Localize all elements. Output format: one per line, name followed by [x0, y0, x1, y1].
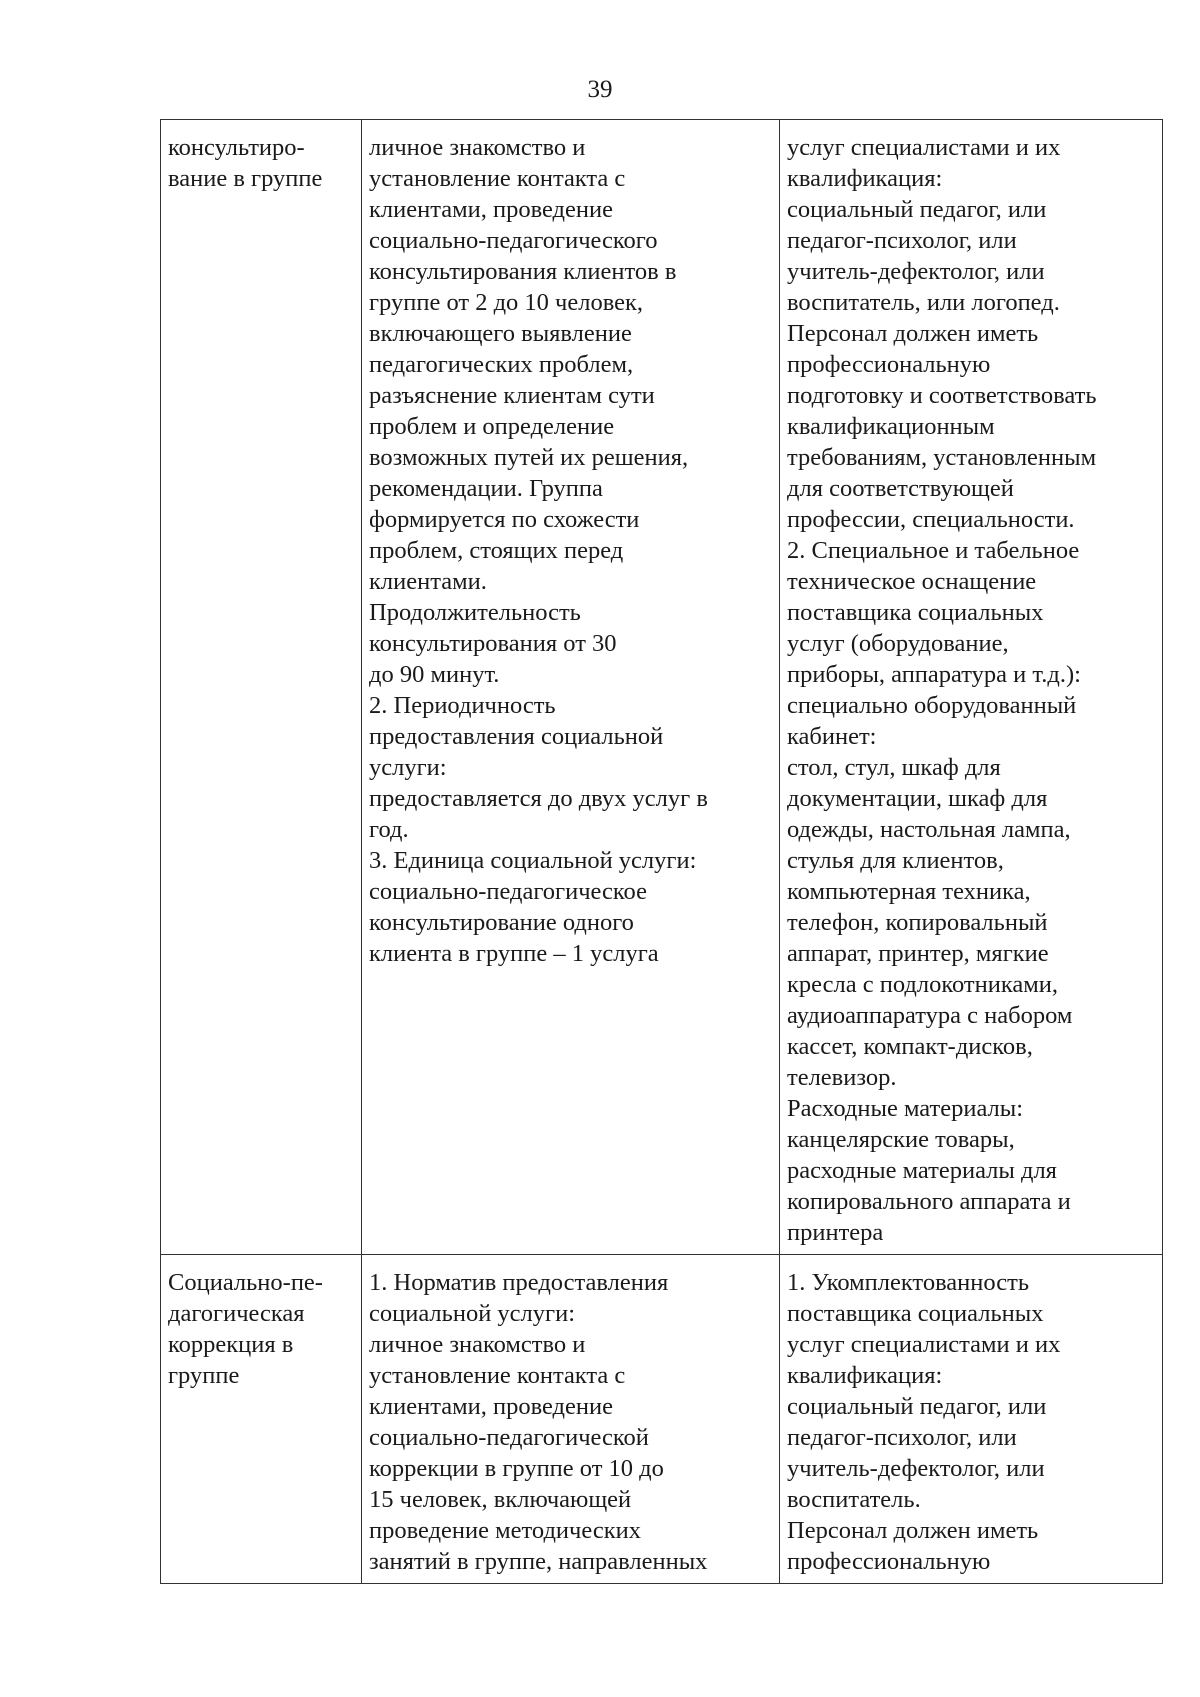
text-line: воспитатель, или логопед.	[787, 289, 1060, 316]
text-line: клиентами, проведение	[369, 196, 613, 223]
text-line: предоставления социальной	[369, 723, 664, 750]
text-line: квалификация:	[787, 1362, 943, 1389]
text-line: разъяснение клиентам сути	[369, 382, 655, 409]
text-line: документации, шкаф для	[787, 785, 1048, 812]
text-line: расходные материалы для	[787, 1157, 1057, 1184]
service-name-cell	[161, 120, 362, 1255]
text-line: услуг специалистами и их	[787, 1331, 1061, 1358]
text-line: рекомендации. Группа	[369, 475, 603, 502]
text-line: стулья для клиентов,	[787, 847, 1004, 874]
text-line: коррекции в группе от 10 до	[369, 1455, 664, 1482]
text-line: социальный педагог, или	[787, 196, 1047, 223]
text-line: социально-педагогическое	[369, 878, 647, 905]
text-line: квалификационным	[787, 413, 995, 440]
text-line: личное знакомство и	[369, 134, 586, 161]
text-line: консультирования от 30	[369, 630, 617, 657]
text-line: Персонал должен иметь	[787, 1517, 1039, 1544]
text-line: профессиональную	[787, 351, 991, 378]
text-line: консультирования клиентов в	[369, 258, 677, 285]
text-line: педагогических проблем,	[369, 351, 634, 378]
text-line: Персонал должен иметь	[787, 320, 1039, 347]
text-line: услуги:	[369, 754, 447, 781]
text-line: клиента в группе – 1 услуга	[369, 940, 659, 967]
text-line: возможных путей их решения,	[369, 444, 689, 471]
text-line: проведение методических	[369, 1517, 641, 1544]
text-line: кассет, компакт-дисков,	[787, 1033, 1033, 1060]
text-line: учитель-дефектолог, или	[787, 258, 1045, 285]
text-line: 3. Единица социальной услуги:	[369, 847, 697, 874]
text-line: Социально-пе-	[168, 1269, 323, 1296]
text-line: социально-педагогической	[369, 1424, 649, 1451]
text-line: консультиро-	[168, 134, 305, 161]
service-content-cell	[362, 1255, 780, 1584]
text-line: педагог-психолог, или	[787, 1424, 1017, 1451]
text-line: аппарат, принтер, мягкие	[787, 940, 1049, 967]
table-row	[161, 120, 1163, 1255]
text-line: для соответствующей	[787, 475, 1014, 502]
text-line: вание в группе	[168, 165, 323, 192]
text-line: социально-педагогического	[369, 227, 658, 254]
text-line: аудиоаппаратура с набором	[787, 1002, 1073, 1029]
text-line: профессии, специальности.	[787, 506, 1075, 533]
service-conditions-cell	[780, 120, 1163, 1255]
text-line: подготовку и соответствовать	[787, 382, 1097, 409]
text-line: 2. Периодичность	[369, 692, 556, 719]
text-line: социальный педагог, или	[787, 1393, 1047, 1420]
text-line: техническое оснащение	[787, 568, 1037, 595]
text-line: проблем и определение	[369, 413, 615, 440]
text-line: Продолжительность	[369, 599, 581, 626]
text-line: клиентами.	[369, 568, 487, 595]
text-line: 15 человек, включающей	[369, 1486, 632, 1513]
text-line: 2. Специальное и табельное	[787, 537, 1080, 564]
text-line: телефон, копировальный	[787, 909, 1048, 936]
text-line: дагогическая	[168, 1300, 305, 1327]
text-line: компьютерная техника,	[787, 878, 1031, 905]
text-line: приборы, аппаратура и т.д.):	[787, 661, 1081, 688]
text-line: группе от 2 до 10 человек,	[369, 289, 644, 316]
text-line: до 90 минут.	[369, 661, 500, 688]
text-line: предоставляется до двух услуг в	[369, 785, 708, 812]
text-line: одежды, настольная лампа,	[787, 816, 1071, 843]
table-row	[161, 1255, 1163, 1584]
text-line: требованиям, установленным	[787, 444, 1097, 471]
text-line: 1. Норматив предоставления	[369, 1269, 669, 1296]
text-line: коррекция в	[168, 1331, 294, 1358]
text-line: социальной услуги:	[369, 1300, 576, 1327]
text-line: канцелярские товары,	[787, 1126, 1015, 1153]
text-line: квалификация:	[787, 165, 943, 192]
service-content-cell	[362, 120, 780, 1255]
text-line: копировального аппарата и	[787, 1188, 1071, 1215]
page-number: 39	[587, 76, 613, 103]
text-line: стол, стул, шкаф для	[787, 754, 1001, 781]
text-line: принтера	[787, 1219, 884, 1246]
service-name-cell	[161, 1255, 362, 1584]
text-line: учитель-дефектолог, или	[787, 1455, 1045, 1482]
text-line: 1. Укомплектованность	[787, 1269, 1030, 1296]
text-line: год.	[369, 816, 409, 843]
text-line: консультирование одного	[369, 909, 634, 936]
service-conditions-cell	[780, 1255, 1163, 1584]
text-line: воспитатель.	[787, 1486, 921, 1513]
text-line: поставщика социальных	[787, 599, 1044, 626]
text-line: занятий в группе, направленных	[369, 1548, 708, 1575]
text-line: телевизор.	[787, 1064, 897, 1091]
text-line: профессиональную	[787, 1548, 991, 1575]
text-line: педагог-психолог, или	[787, 227, 1017, 254]
text-line: группе	[168, 1362, 240, 1389]
text-line: установление контакта с	[369, 165, 626, 192]
text-line: кресла с подлокотниками,	[787, 971, 1058, 998]
text-line: проблем, стоящих перед	[369, 537, 624, 564]
text-line: формируется по схожести	[369, 506, 640, 533]
text-line: включающего выявление	[369, 320, 632, 347]
services-table	[160, 119, 1163, 1584]
text-line: Расходные материалы:	[787, 1095, 1024, 1122]
text-line: установление контакта с	[369, 1362, 626, 1389]
text-line: услуг (оборудование,	[787, 630, 1009, 657]
text-line: кабинет:	[787, 723, 877, 750]
text-line: личное знакомство и	[369, 1331, 586, 1358]
text-line: клиентами, проведение	[369, 1393, 613, 1420]
text-line: специально оборудованный	[787, 692, 1077, 719]
text-line: поставщика социальных	[787, 1300, 1044, 1327]
text-line: услуг специалистами и их	[787, 134, 1061, 161]
